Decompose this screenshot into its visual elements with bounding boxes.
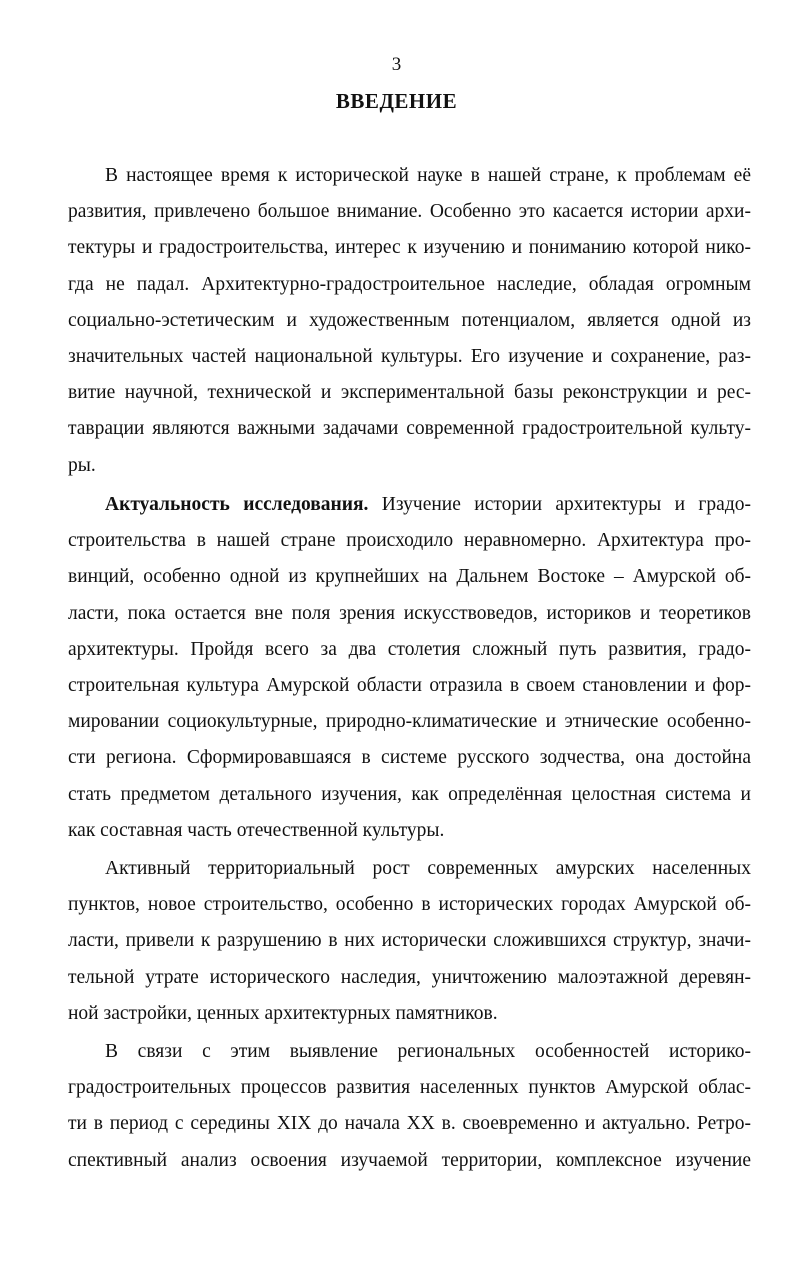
text-line: мировании социокультурные, природно-климатические и этнические особенно- [68, 711, 751, 733]
paragraph-intro [68, 158, 751, 484]
text-line: В связи с этим выявление региональных особенностей историко- [105, 1041, 751, 1062]
text-line: значительных частей национальной культуры. Его изучение и сохранение, раз- [68, 345, 751, 367]
text-line [68, 487, 751, 523]
text-line-rest: Изучение истории архитектуры и градо- [368, 494, 751, 515]
section-heading: ВВЕДЕНИЕ [335, 89, 458, 113]
text-line: как составная часть отечественной культуры. [68, 819, 445, 841]
text-line: социально-эстетическим и художественным потенциалом, является одной из [68, 309, 751, 331]
text-line: ласти, пока остается вне поля зрения искусствоведов, историков и теоретиков [68, 602, 751, 624]
text-line: гда не падал. Архитектурно-градостроительное наследие, обладая огромным [68, 273, 751, 295]
text-line: ти в период с середины XIX до начала XX в. своевременно и актуально. Ретро- [68, 1113, 751, 1135]
text-line: развития, привлечено большое внимание. Особенно это касается истории архи- [68, 201, 751, 223]
text-line: градостроительных процессов развития населенных пунктов Амурской облас- [68, 1077, 751, 1099]
text-line: ласти, привели к разрушению в них исторически сложившихся структур, значи- [68, 930, 751, 952]
text-line: ры. [68, 454, 96, 476]
paragraph-regional [68, 1034, 751, 1179]
text-line: пунктов, новое строительство, особенно в исторических городах Амурской об- [68, 894, 751, 916]
text-line: строительства в нашей стране происходило неравномерно. Архитектура про- [68, 530, 751, 552]
paragraph-relevance [68, 487, 751, 849]
text-line: тектуры и градостроительства, интерес к изучению и пониманию которой нико- [68, 237, 751, 259]
text-line: архитектуры. Пройдя всего за два столетия сложный путь развития, градо- [68, 638, 751, 660]
page-number: 3 [391, 54, 402, 75]
text-line: винций, особенно одной из крупнейших на Дальнем Востоке – Амурской об- [68, 566, 751, 588]
text-line: В настоящее время к исторической науке в нашей стране, к проблемам её [105, 165, 751, 186]
text-line: Активный территориальный рост современных амурских населенных [105, 858, 751, 879]
text-line: стать предметом детального изучения, как определённая целостная система и [68, 783, 751, 805]
relevance-lead: Актуальность исследования. [105, 494, 369, 515]
text-line: спективный анализ освоения изучаемой территории, комплексное изучение [68, 1149, 751, 1171]
text-line: сти региона. Сформировавшаяся в системе русского зодчества, она достойна [68, 747, 751, 769]
text-line: ной застройки, ценных архитектурных памятников. [68, 1002, 498, 1024]
text-line: тельной утрате исторического наследия, уничтожению малоэтажной деревян- [68, 966, 751, 988]
text-line: строительная культура Амурской области отразила в своем становлении и фор- [68, 674, 751, 696]
paragraph-growth [68, 851, 751, 1032]
text-line: таврации являются важными задачами современной градостроительной культу- [68, 418, 751, 440]
text-line: витие научной, технической и экспериментальной базы реконструкции и рес- [68, 382, 751, 404]
